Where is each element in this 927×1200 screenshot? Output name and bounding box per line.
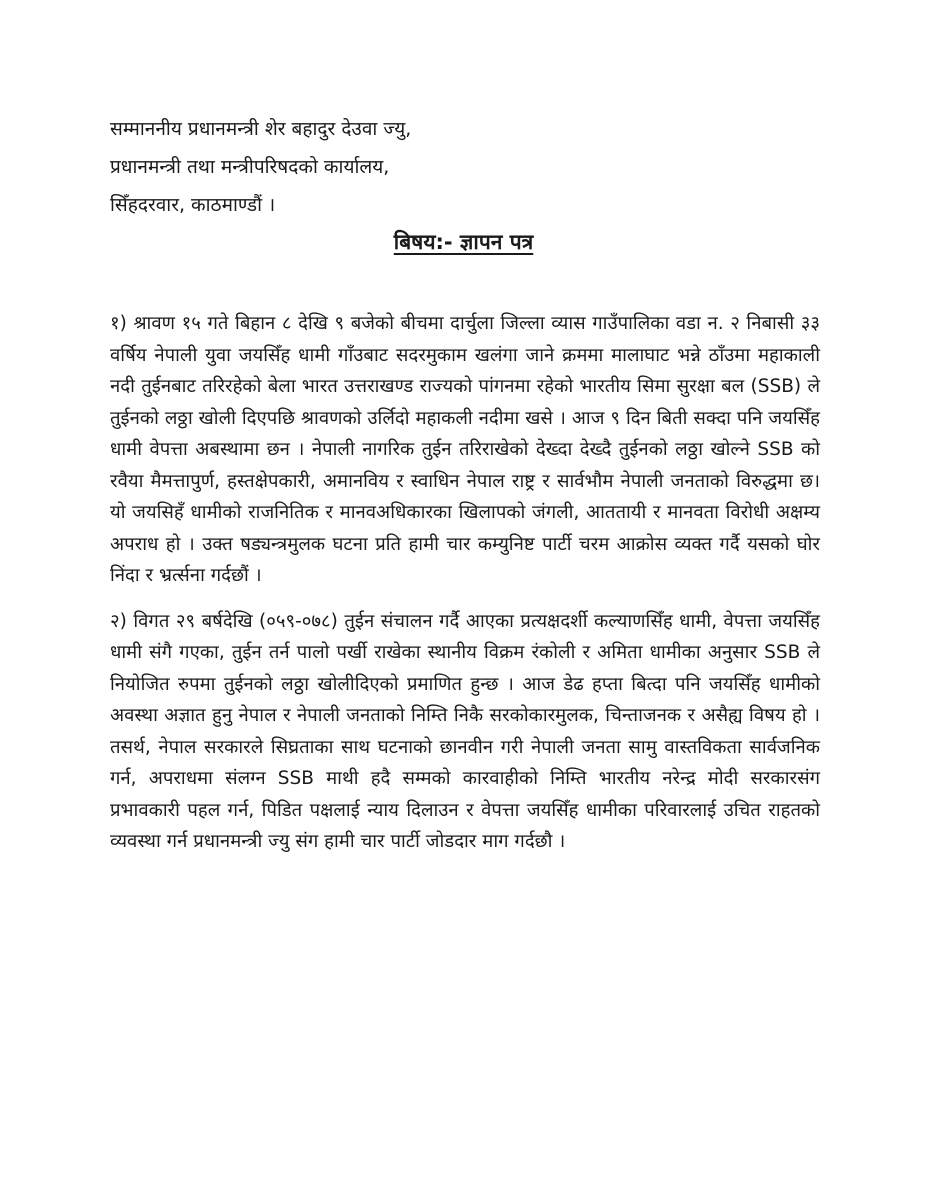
paragraph-1: १) श्रावण १५ गते बिहान ८ देखि ९ बजेको बीचमा दार्चुला जिल्ला व्यास गाउँपालिका वडा न. २ निबासी ३३ वर्षिय नेपाली युवा जयसिँह धामी गाँउबाट सदरमुकाम खलंगा जाने क्रममा मालाघाट भन्ने ठाँउमा महाकाली नदी तुईनबाट तरिरहेको बेला भारत उत्तराखण्ड राज्यको पांगनमा रहेको भारतीय सिमा सुरक्षा बल (SSB) ले तुईनको लठ्ठा खोली दिएपछि श्रावणको उर्लिदो महाकली नदीमा खसे । आज ९ दिन बिती सक्दा पनि जयसिँह धामी वेपत्ता अबस्थामा छन । नेपाली नागरिक तुईन तरिराखेको देख्दा देख्दै तुईनको लठ्ठा खोल्ने SSB को रवैया मैमत्तापुर्ण, हस्तक्षेपकारी, अमानविय र स्वाधिन नेपाल राष्ट्र र सार्वभौम नेपाली जनताको विरुद्धमा छ। यो जयसिहँ धामीको राजनितिक र मानवअधिकारका खिलापको जंगली, आततायी र मानवता विरोधी अक्षम्य अपराध हो । उक्त षड्यन्त्रमुलक घटना प्रति हामी चार कम्युनिष्ट पार्टी चरम आक्रोस व्यक्त गर्दै यसको घोर निंदा र भ्रर्त्सना गर्दछौं । xyxy=(110,313,820,586)
recipient-name: सम्माननीय प्रधानमन्त्री शेर बहादुर देउवा ज्यु, xyxy=(110,118,412,140)
recipient-office: प्रधानमन्त्री तथा मन्त्रीपरिषदको कार्यालय, xyxy=(110,156,390,178)
recipient-address xyxy=(110,110,810,224)
subject-heading xyxy=(0,228,927,256)
letter-body xyxy=(110,308,820,872)
subject-text: बिषय:- ज्ञापन पत्र xyxy=(393,230,534,254)
paragraph-2: २) विगत २९ बर्षदेखि (०५९-०७८) तुईन संचालन गर्दै आएका प्रत्यक्षदर्शी कल्याणसिँह धामी, वेपत्ता जयसिँह धामी संगै गएका, तुईन तर्न पालो पर्खी राखेका स्थानीय विक्रम रंकोली र अमिता धामीका अनुसार SSB ले नियोजित रुपमा तुईनको लठ्ठा खोलीदिएको प्रमाणित हुन्छ । आज डेढ हप्ता बित्दा पनि जयसिँह धामीको अवस्था अज्ञात हुनु नेपाल र नेपाली जनताको निम्ति निकै सरकोकारमुलक, चिन्ताजनक र असैह्य विषय हो । तसर्थ, नेपाल सरकारले सिघ्रताका साथ घटनाको छानवीन गरी नेपाली जनता सामु वास्तविकता सार्वजनिक गर्न, अपराधमा संलग्न SSB माथी हदै सम्मको कारवाहीको निम्ति भारतीय नरेन्द्र मोदी सरकारसंग प्रभावकारी पहल गर्न, पिडित पक्षलाई न्याय दिलाउन र वेपत्ता जयसिँह धामीका परिवारलाई उचित राहतको व्यवस्था गर्न प्रधानमन्त्री ज्यु संग हामी चार पार्टी जोडदार माग गर्दछौ । xyxy=(110,610,820,852)
recipient-location: सिँहदरवार, काठमाण्डौं । xyxy=(110,194,276,216)
